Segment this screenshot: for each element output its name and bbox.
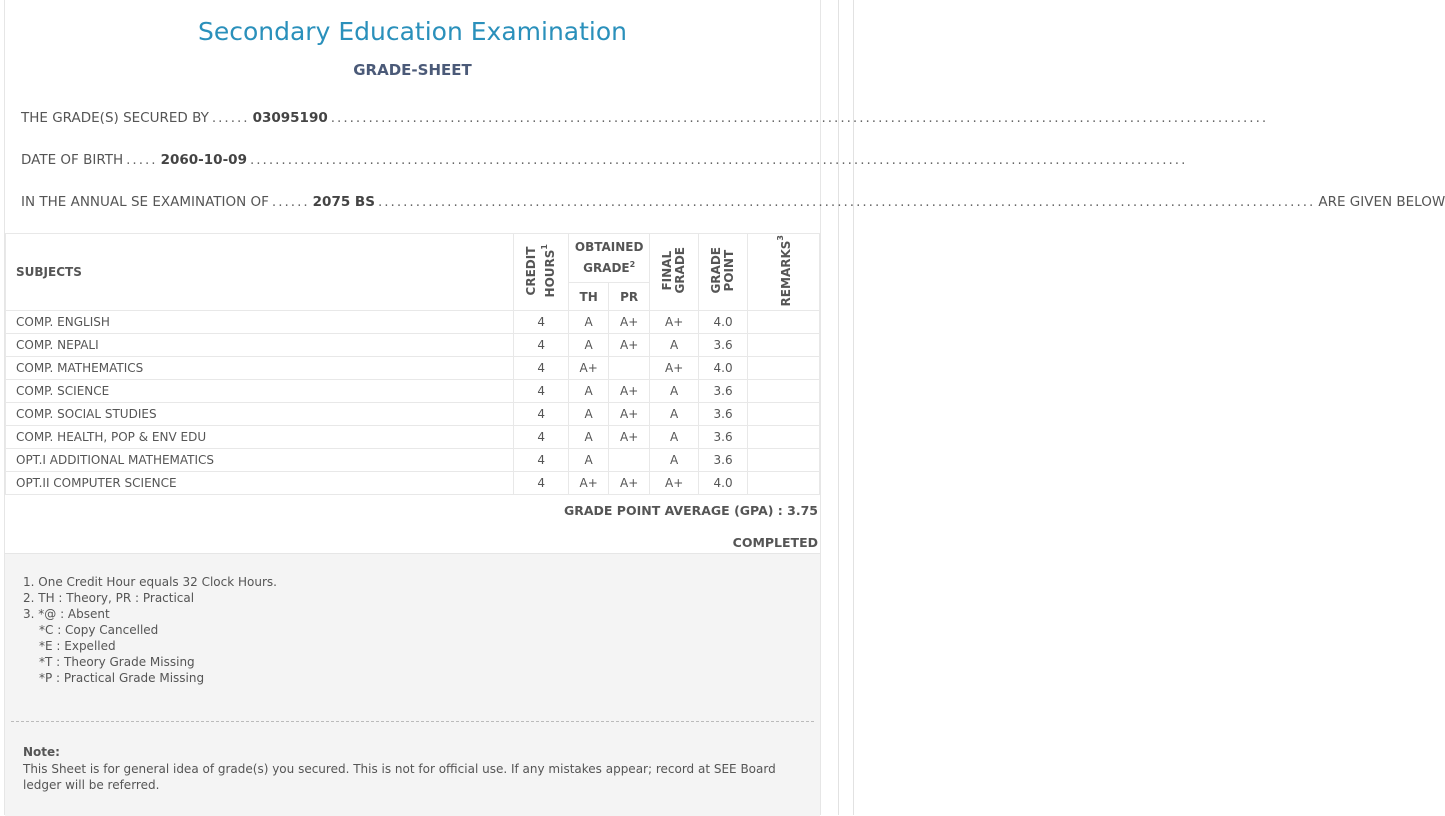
subject-cell: COMP. HEALTH, POP & ENV EDU [6,426,514,449]
footnote-3-practical-missing: *P : Practical Grade Missing [39,671,205,685]
practical-grade-cell: A+ [609,472,650,495]
theory-grade-cell: A+ [569,472,609,495]
credit-hours-cell: 4 [514,311,569,334]
credit-hours-cell: 4 [514,380,569,403]
leader-dots: ..................................................................................................................................................... [377,194,1316,210]
table-row [6,403,820,426]
dob-line [21,152,1188,172]
theory-header: TH [569,282,609,311]
subject-cell: OPT.I ADDITIONAL MATHEMATICS [6,449,514,472]
final-grade-cell: A [650,334,699,357]
credit-hours-cell: 4 [514,426,569,449]
page-title: Secondary Education Examination [197,17,628,46]
remarks-cell [748,403,820,426]
leader-dots: ..................................................................................................................................................... [330,110,1269,126]
grade-point-cell: 3.6 [699,426,748,449]
secured-by-label: THE GRADE(S) SECURED BY [21,110,209,126]
theory-grade-cell: A [569,449,609,472]
final-grade-cell: A+ [650,311,699,334]
grade-point-cell: 3.6 [699,449,748,472]
obtained-grade-header: OBTAINED GRADE$^2$ [569,234,650,283]
practical-header: PR [609,282,650,311]
table-row [6,472,820,495]
dob-value: 2060-10-09 [160,152,247,168]
theory-grade-cell: A [569,426,609,449]
theory-grade-cell: A [569,334,609,357]
credit-hours-cell: 4 [514,403,569,426]
practical-grade-cell: A+ [609,426,650,449]
footnote-3-theory-missing: *T : Theory Grade Missing [39,655,195,669]
grade-sheet [4,0,1445,815]
footnote-3-copy-cancelled: *C : Copy Cancelled [39,623,159,637]
leader-dots: ...... [271,194,310,210]
subject-cell: COMP. SOCIAL STUDIES [6,403,514,426]
dashed-divider [11,721,814,722]
symbol-number: 03095190 [252,110,328,126]
leader-dots: ...... [211,110,250,126]
gpa-summary: GRADE POINT AVERAGE (GPA) : 3.75 [563,503,818,518]
credit-hours-cell: 4 [514,334,569,357]
grades-table [5,233,820,495]
leader-dots: ..................................................................................................................................................... [249,152,1188,168]
footnote-1: 1. One Credit Hour equals 32 Clock Hours. [23,575,277,589]
remarks-cell [748,380,820,403]
note-title: Note: [23,745,60,759]
table-row [6,426,820,449]
remarks-cell [748,472,820,495]
footnotes [23,574,277,686]
subject-cell: COMP. SCIENCE [6,380,514,403]
footnote-2: 2. TH : Theory, PR : Practical [23,591,195,605]
grade-point-cell: 4.0 [699,357,748,380]
credit-hours-cell: 4 [514,449,569,472]
exam-label: IN THE ANNUAL SE EXAMINATION OF [21,194,269,210]
result-status: COMPLETED [732,535,818,550]
remarks-cell [748,357,820,380]
credit-hours-cell: 4 [514,472,569,495]
table-row [6,334,820,357]
theory-grade-cell: A [569,403,609,426]
exam-tail: ARE GIVEN BELOW [1318,194,1445,210]
footnote-3: 3. *@ : Absent [23,607,110,621]
footnote-3-expelled: *E : Expelled [39,639,116,653]
final-grade-cell: A [650,403,699,426]
credit-hours-header: CREDIT HOURS$^1$ [514,234,569,311]
remarks-cell [748,426,820,449]
table-row [6,357,820,380]
subject-cell: COMP. ENGLISH [6,311,514,334]
grade-point-cell: 3.6 [699,380,748,403]
exam-line [21,194,1445,214]
theory-grade-cell: A [569,311,609,334]
grade-point-cell: 3.6 [699,334,748,357]
subject-cell: COMP. NEPALI [6,334,514,357]
grade-point-cell: 4.0 [699,311,748,334]
leader-dots: ..... [126,152,158,168]
practical-grade-cell: A+ [609,403,650,426]
final-grade-cell: A [650,426,699,449]
practical-grade-cell: A+ [609,380,650,403]
dob-label: DATE OF BIRTH [21,152,124,168]
grade-point-header: GRADE POINT [699,234,748,311]
subjects-header: SUBJECTS [6,234,514,311]
practical-grade-cell: A+ [609,311,650,334]
theory-grade-cell: A [569,380,609,403]
practical-grade-cell: A+ [609,334,650,357]
note-text: This Sheet is for general idea of grade(s) you secured. This is not for official use. If any mistakes appear; record at SEE Board ledger will be referred. [23,762,776,792]
grade-point-cell: 4.0 [699,472,748,495]
final-grade-cell: A [650,380,699,403]
practical-grade-cell [609,357,650,380]
remarks-cell [748,311,820,334]
final-grade-cell: A+ [650,472,699,495]
remarks-header: REMARKS$^3$ [748,234,820,311]
credit-hours-cell: 4 [514,357,569,380]
theory-grade-cell: A+ [569,357,609,380]
table-row [6,311,820,334]
exam-year: 2075 BS [312,194,375,210]
table-row [6,449,820,472]
remarks-cell [748,334,820,357]
subject-cell: OPT.II COMPUTER SCIENCE [6,472,514,495]
practical-grade-cell [609,449,650,472]
grade-point-cell: 3.6 [699,403,748,426]
final-grade-cell: A+ [650,357,699,380]
final-grade-header: FINAL GRADE [650,234,699,311]
secured-by-line [21,110,1269,130]
final-grade-cell: A [650,449,699,472]
remarks-cell [748,449,820,472]
table-row [6,380,820,403]
page-subtitle: GRADE-SHEET [353,61,472,79]
notes-section [5,553,820,816]
subject-cell: COMP. MATHEMATICS [6,357,514,380]
